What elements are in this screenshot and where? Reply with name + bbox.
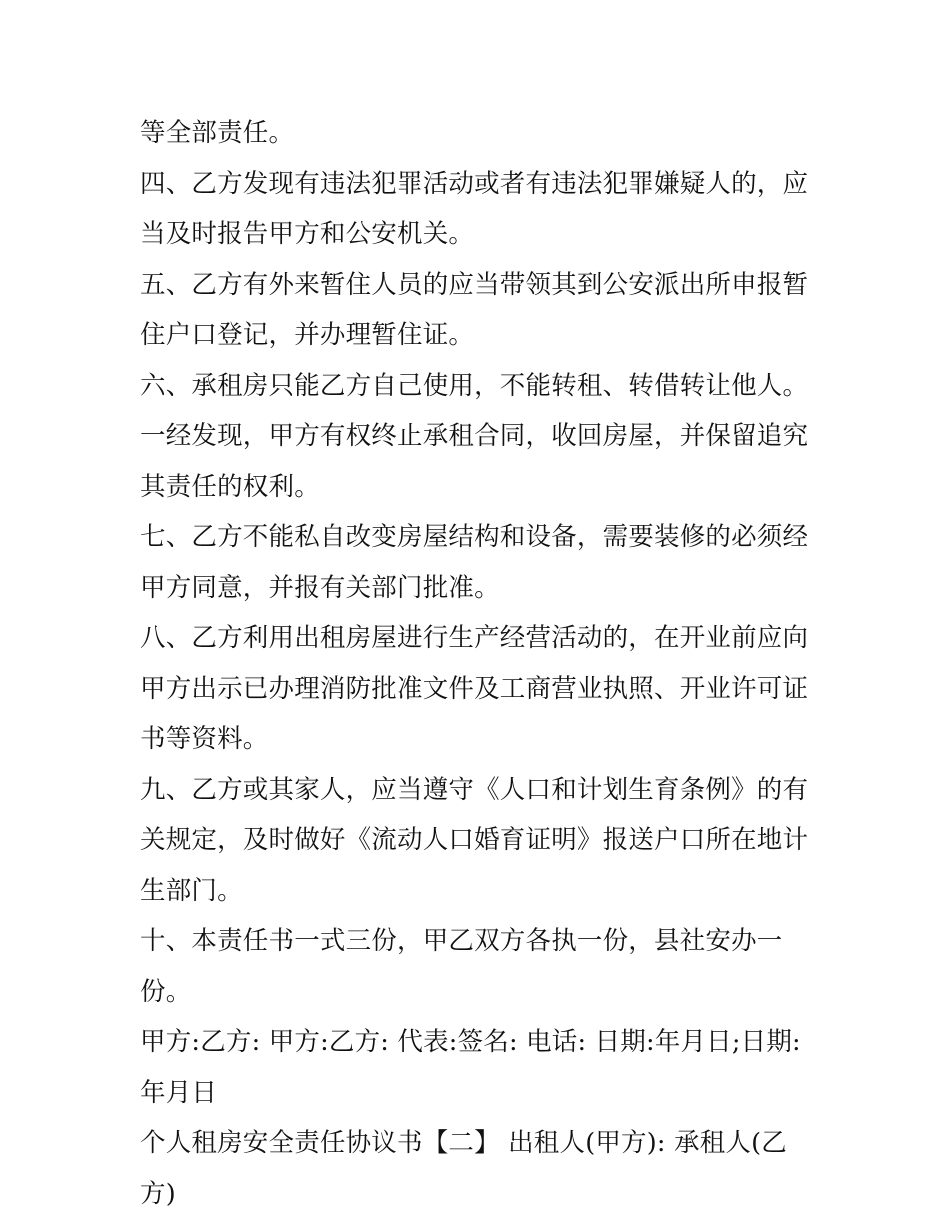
- signature-block: 甲方:乙方: 甲方:乙方: 代表:签名: 电话: 日期:年月日;日期:年月日: [140, 1027, 801, 1108]
- document-body: [140, 108, 820, 1219]
- paragraph-clause-6: 六、承租房只能乙方自己使用，不能转租、转借转让他人。一经发现，甲方有权终止承租合同，收回房屋，并保留追究其责任的权利。: [140, 370, 809, 502]
- paragraph-clause-10: 十、本责任书一式三份，甲乙双方各执一份，县社安办一份。: [140, 926, 783, 1007]
- next-agreement-heading: 个人租房安全责任协议书【二】 出租人(甲方): 承租人(乙方): [140, 1128, 787, 1209]
- paragraph-clause-4: 四、乙方发现有违法犯罪活动或者有违法犯罪嫌疑人的，应当及时报告甲方和公安机关。: [140, 168, 809, 249]
- paragraph-clause-9: 九、乙方或其家人，应当遵守《人口和计划生育条例》的有关规定，及时做好《流动人口婚育证明》报送户口所在地计生部门。: [140, 774, 809, 906]
- paragraph-clause-7: 七、乙方不能私自改变房屋结构和设备，需要装修的必须经甲方同意，并报有关部门批准。: [140, 522, 809, 603]
- paragraph-continuation: 等全部责任。: [140, 118, 295, 148]
- paragraph-clause-5: 五、乙方有外来暂住人员的应当带领其到公安派出所申报暂住户口登记，并办理暂住证。: [140, 269, 809, 350]
- paragraph-clause-8: 八、乙方利用出租房屋进行生产经营活动的，在开业前应向甲方出示已办理消防批准文件及工商营业执照、开业许可证书等资料。: [140, 623, 809, 754]
